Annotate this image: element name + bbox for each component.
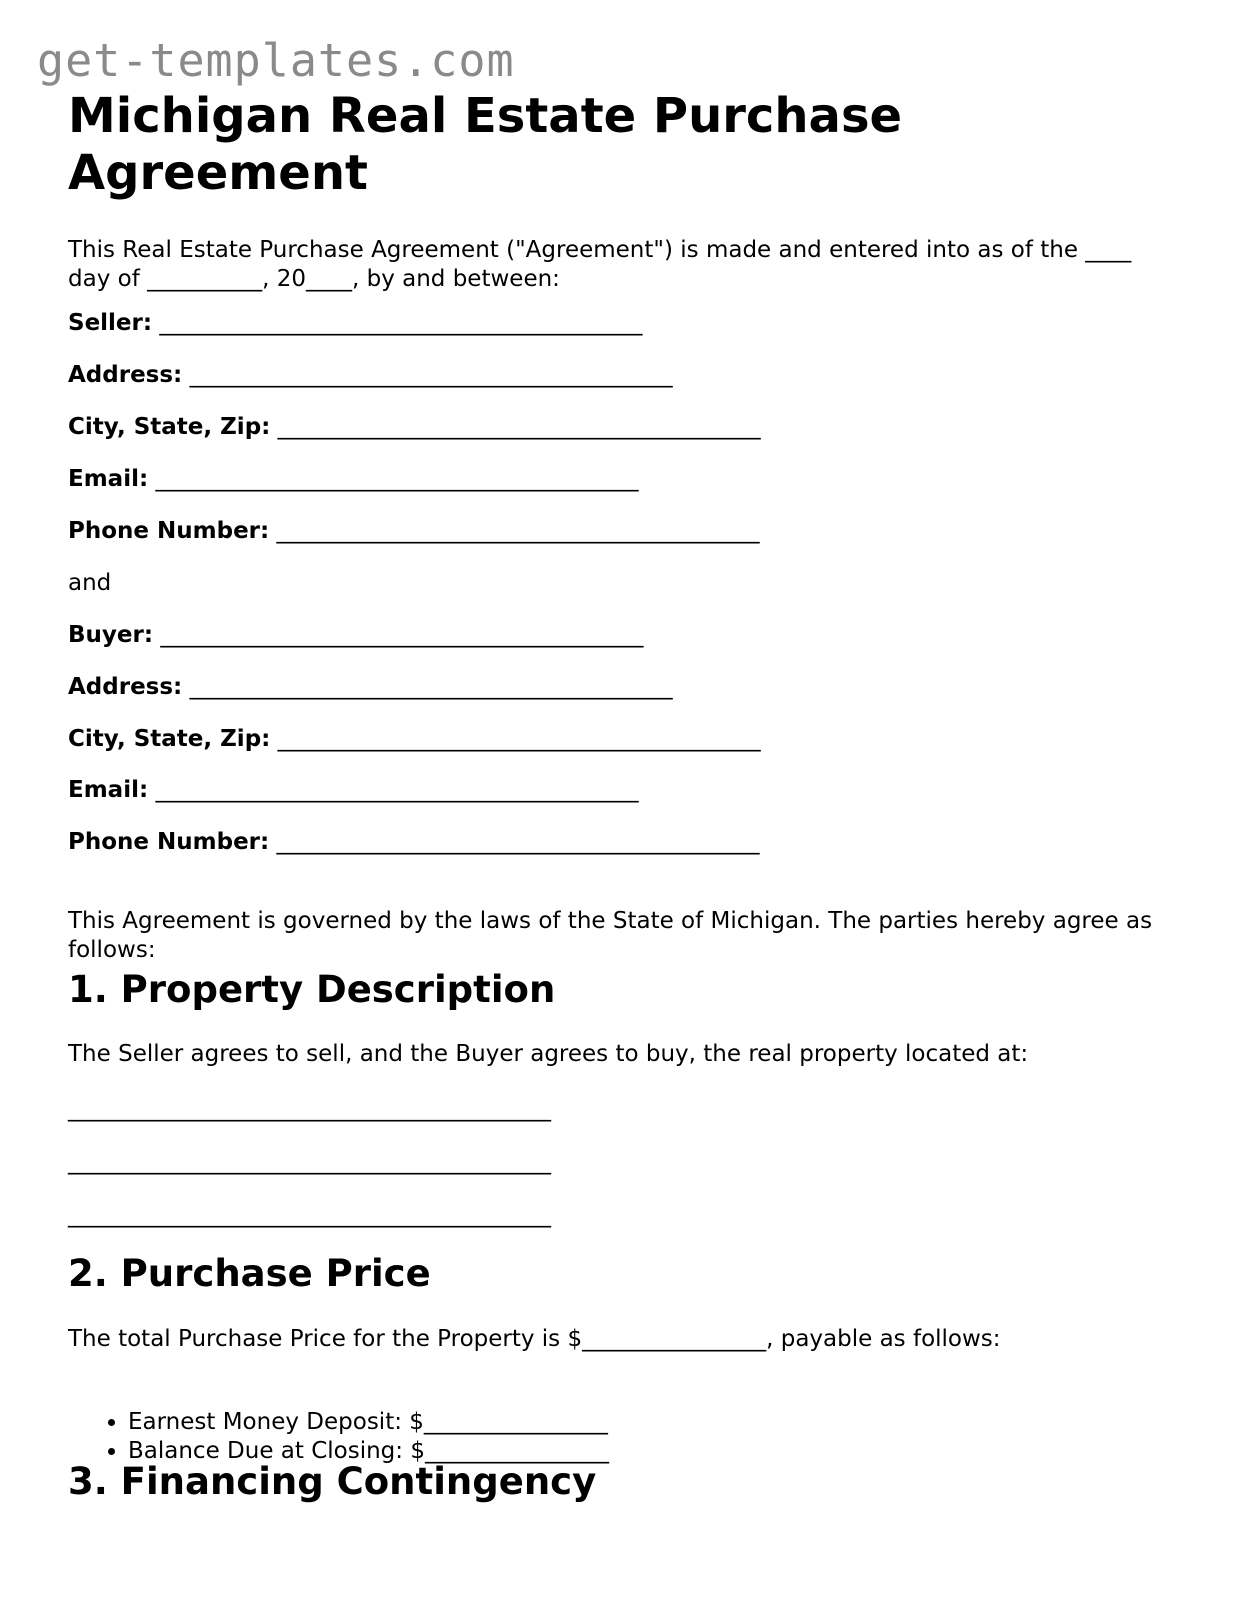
seller-city-label: City, State, Zip: [68, 414, 271, 440]
buyer-city-field[interactable] [68, 726, 761, 752]
buyer-name-field[interactable] [68, 622, 643, 648]
section-2-heading: 2. Purchase Price [68, 1252, 431, 1295]
buyer-city-blank[interactable]: __________________________________________ [277, 726, 761, 752]
seller-city-field[interactable] [68, 414, 761, 440]
buyer-address-blank[interactable]: __________________________________________ [189, 674, 673, 700]
seller-email-blank[interactable]: __________________________________________ [155, 466, 639, 492]
seller-email-label: Email: [68, 466, 149, 492]
watermark: get-templates.com [37, 34, 515, 87]
seller-city-blank[interactable]: __________________________________________ [277, 414, 761, 440]
buyer-phone-label: Phone Number: [68, 829, 270, 855]
buyer-email-field[interactable] [68, 777, 638, 803]
property-address-line-1[interactable]: __________________________________________ [68, 1096, 551, 1122]
property-address-line-3[interactable]: __________________________________________ [68, 1202, 551, 1228]
buyer-email-label: Email: [68, 777, 149, 803]
and-text: and [68, 570, 112, 596]
section-3-heading: 3. Financing Contingency [68, 1460, 597, 1503]
page-title: Michigan Real Estate Purchase Agreement [68, 88, 903, 201]
buyer-name-label: Buyer: [68, 622, 154, 648]
seller-phone-label: Phone Number: [68, 518, 270, 544]
seller-name-field[interactable] [68, 310, 642, 336]
buyer-phone-blank[interactable]: __________________________________________ [276, 829, 760, 855]
seller-name-blank[interactable]: __________________________________________ [159, 310, 643, 336]
intro-paragraph: This Real Estate Purchase Agreement ("Agreement") is made and entered into as of the ____ day of __________, 20____, by and between: [68, 237, 1132, 292]
governing-law-paragraph: This Agreement is governed by the laws of the State of Michigan. The parties hereby agree as follows: [68, 908, 1153, 963]
buyer-city-label: City, State, Zip: [68, 726, 271, 752]
seller-address-field[interactable] [68, 362, 673, 388]
balance-due-item[interactable]: • Balance Due at Closing: $________________ [128, 1437, 609, 1466]
section-1-heading: 1. Property Description [68, 968, 556, 1011]
buyer-address-field[interactable] [68, 674, 673, 700]
buyer-email-blank[interactable]: __________________________________________ [155, 777, 639, 803]
seller-phone-blank[interactable]: __________________________________________ [276, 518, 760, 544]
seller-name-label: Seller: [68, 310, 153, 336]
buyer-address-label: Address: [68, 674, 183, 700]
property-address-line-2[interactable]: __________________________________________ [68, 1149, 551, 1175]
section-2-text: The total Purchase Price for the Property is $________________, payable as follows: [68, 1326, 1001, 1352]
seller-email-field[interactable] [68, 466, 638, 492]
seller-address-blank[interactable]: __________________________________________ [189, 362, 673, 388]
document-page [68, 88, 1188, 1503]
payment-list [68, 1408, 609, 1466]
seller-phone-field[interactable] [68, 518, 760, 544]
buyer-phone-field[interactable] [68, 829, 760, 855]
buyer-name-blank[interactable]: __________________________________________ [160, 622, 644, 648]
earnest-money-item[interactable]: • Earnest Money Deposit: $________________ [128, 1408, 609, 1437]
seller-address-label: Address: [68, 362, 183, 388]
section-1-text: The Seller agrees to sell, and the Buyer agrees to buy, the real property located at: [68, 1041, 1029, 1067]
